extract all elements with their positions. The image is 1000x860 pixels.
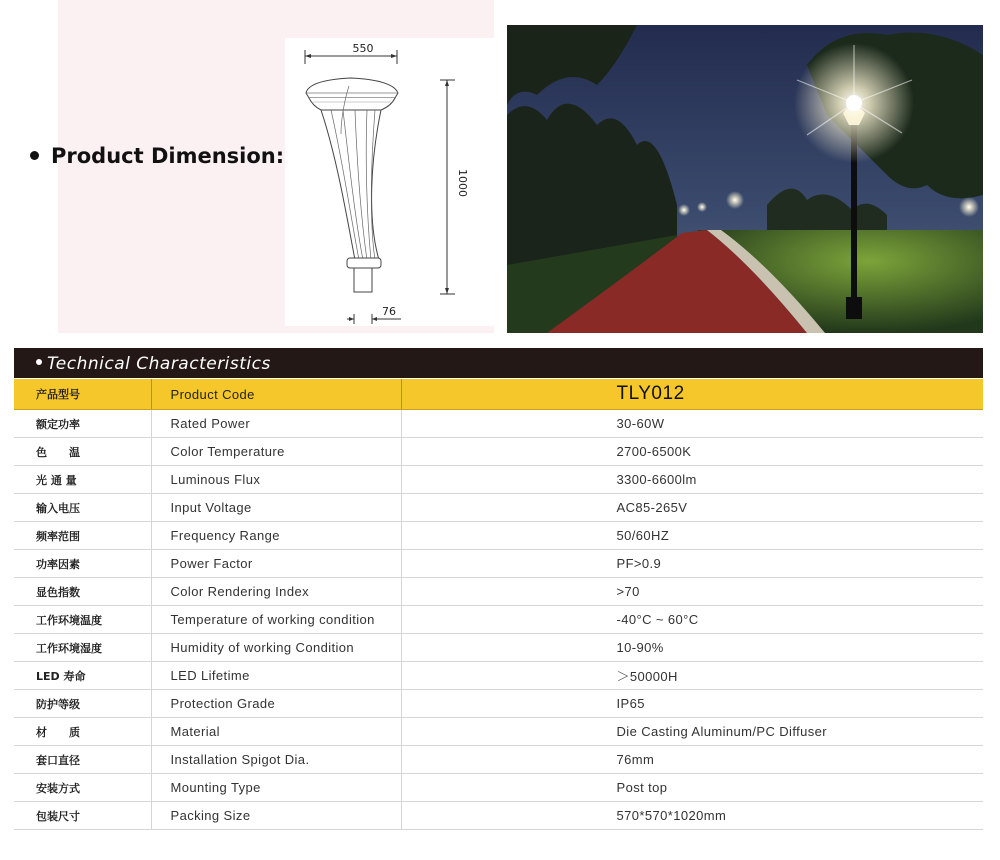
- row-label-cn: 显色指数: [14, 578, 151, 606]
- row-label-cn: 包装尺寸: [14, 802, 151, 830]
- row-label-en: Material: [151, 718, 401, 746]
- row-label-en: Humidity of working Condition: [151, 634, 401, 662]
- row-label-cn: 套口直径: [14, 746, 151, 774]
- table-row: [14, 578, 983, 606]
- row-value: 2700-6500K: [401, 438, 983, 466]
- row-label-cn: LED 寿命: [14, 662, 151, 690]
- lamp-dimension-drawing: [285, 38, 494, 326]
- row-value: ＞50000H: [401, 662, 983, 690]
- table-row: [14, 718, 983, 746]
- table-row: [14, 690, 983, 718]
- row-label-cn: 材 质: [14, 718, 151, 746]
- row-value: 76mm: [401, 746, 983, 774]
- table-row: [14, 550, 983, 578]
- row-label-cn: 功率因素: [14, 550, 151, 578]
- lamp-cap: [306, 78, 398, 98]
- street-lamp-night-photo: [507, 25, 983, 333]
- table-row: [14, 466, 983, 494]
- row-value: 30-60W: [401, 410, 983, 438]
- bullet-icon: [30, 151, 39, 160]
- product-dimension-heading: [30, 144, 284, 168]
- table-row: [14, 606, 983, 634]
- table-row-product-code: [14, 379, 983, 410]
- height-label: 1000: [456, 169, 469, 197]
- bullet-icon: [36, 359, 42, 365]
- row-label-cn: 工作环境温度: [14, 606, 151, 634]
- row-value: TLY012: [401, 379, 983, 410]
- row-value: 570*570*1020mm: [401, 802, 983, 830]
- row-label-en: Color Temperature: [151, 438, 401, 466]
- row-value: -40°C ~ 60°C: [401, 606, 983, 634]
- row-label-en: LED Lifetime: [151, 662, 401, 690]
- row-label-cn: 频率范围: [14, 522, 151, 550]
- table-row: [14, 746, 983, 774]
- table-row: [14, 494, 983, 522]
- row-value: Post top: [401, 774, 983, 802]
- table-row: [14, 802, 983, 830]
- lamp-body-left: [321, 110, 355, 260]
- row-label-en: Protection Grade: [151, 690, 401, 718]
- row-label-en: Power Factor: [151, 550, 401, 578]
- row-label-en: Packing Size: [151, 802, 401, 830]
- lamp-collar: [347, 258, 381, 268]
- row-label-cn: 光 通 量: [14, 466, 151, 494]
- row-value: 10-90%: [401, 634, 983, 662]
- lamp-body-right: [372, 110, 381, 260]
- row-label-cn: 色 温: [14, 438, 151, 466]
- row-label-cn: 防护等级: [14, 690, 151, 718]
- row-label-cn: 安装方式: [14, 774, 151, 802]
- width-label: 550: [352, 42, 374, 55]
- row-label-en: Color Rendering Index: [151, 578, 401, 606]
- table-row: [14, 522, 983, 550]
- spigot-label: 76: [382, 305, 396, 318]
- row-value: 3300-6600lm: [401, 466, 983, 494]
- row-label-en: Installation Spigot Dia.: [151, 746, 401, 774]
- row-value: >70: [401, 578, 983, 606]
- technical-characteristics-title: Technical Characteristics: [47, 354, 271, 374]
- row-label-en: Luminous Flux: [151, 466, 401, 494]
- table-row: [14, 634, 983, 662]
- row-label-cn: 工作环境湿度: [14, 634, 151, 662]
- row-value: AC85-265V: [401, 494, 983, 522]
- row-label-en: Product Code: [151, 379, 401, 410]
- row-value: Die Casting Aluminum/PC Diffuser: [401, 718, 983, 746]
- row-value: 50/60HZ: [401, 522, 983, 550]
- row-label-en: Input Voltage: [151, 494, 401, 522]
- row-value: PF>0.9: [401, 550, 983, 578]
- row-label-en: Temperature of working condition: [151, 606, 401, 634]
- lamp-spigot: [354, 268, 372, 292]
- row-label-cn: 输入电压: [14, 494, 151, 522]
- technical-characteristics-header: [14, 348, 983, 378]
- row-value: IP65: [401, 690, 983, 718]
- row-label-en: Rated Power: [151, 410, 401, 438]
- table-row: [14, 410, 983, 438]
- table-row: [14, 774, 983, 802]
- row-label-en: Mounting Type: [151, 774, 401, 802]
- table-row: [14, 438, 983, 466]
- row-label-cn: 产品型号: [14, 379, 151, 410]
- spec-table: [14, 379, 983, 830]
- product-dimension-title: Product Dimension:: [51, 144, 285, 168]
- row-label-cn: 额定功率: [14, 410, 151, 438]
- table-row: [14, 662, 983, 690]
- row-label-en: Frequency Range: [151, 522, 401, 550]
